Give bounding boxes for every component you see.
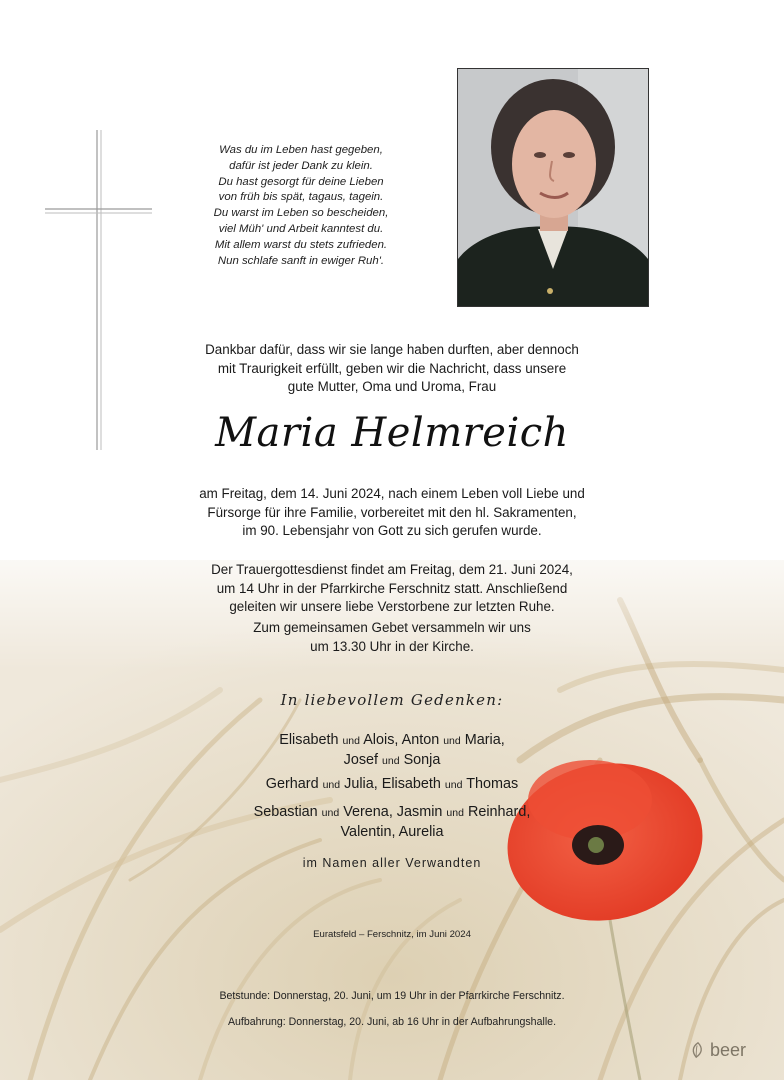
family-member: Thomas xyxy=(466,776,519,792)
remembrance-heading: In liebevollem Gedenken: xyxy=(280,691,504,709)
family-member: Josef xyxy=(343,752,379,768)
family-line xyxy=(0,823,784,842)
family-line xyxy=(0,803,784,823)
family-line xyxy=(0,731,784,751)
death-notice xyxy=(0,485,784,541)
death-line: Fürsorge für ihre Familie, vorbereitet mit den hl. Sakramenten, xyxy=(207,504,577,520)
service-line: Der Trauergottesdienst findet am Freitag, dem 21. Juni 2024, xyxy=(211,562,573,577)
prayer-line: Zum gemeinsamen Gebet versammeln wir uns xyxy=(253,620,531,635)
prayer-info xyxy=(0,619,784,656)
poem xyxy=(168,143,434,269)
poem-line: Du warst im Leben so bescheiden, xyxy=(213,207,389,220)
intro-line: mit Traurigkeit erfüllt, geben wir die Nachricht, dass unsere xyxy=(217,360,567,376)
poem-line: Was du im Leben hast gegeben, xyxy=(219,144,383,156)
funeral-home-logo xyxy=(689,1037,769,1063)
family-group-3 xyxy=(0,803,784,842)
portrait-photo xyxy=(457,68,649,307)
family-member: Maria, xyxy=(464,732,505,748)
logo-text: beer xyxy=(710,1039,747,1060)
place-date: Euratsfeld – Ferschnitz, im Juni 2024 xyxy=(313,929,471,940)
funeral-service-info xyxy=(0,561,784,617)
intro-line: Dankbar dafür, dass wir sie lange haben durften, aber dennoch xyxy=(205,342,579,357)
leaf-icon xyxy=(689,1041,707,1059)
family-member: Verena, Jasmin xyxy=(343,804,443,820)
intro-text xyxy=(0,341,784,397)
poem-line: Du hast gesorgt für deine Lieben xyxy=(218,175,384,188)
family-line xyxy=(0,751,784,771)
deceased-name: Maria Helmreich xyxy=(215,410,569,456)
intro-line: gute Mutter, Oma und Uroma, Frau xyxy=(287,379,497,394)
family-member: Julia, Elisabeth xyxy=(344,776,441,792)
family-member: Reinhard, xyxy=(467,804,531,820)
family-member: Elisabeth xyxy=(279,732,339,748)
poem-line: von früh bis spät, tagaus, tagein. xyxy=(218,191,384,204)
poem-line: Nun schlafe sanft in ewiger Ruh'. xyxy=(217,254,385,267)
poem-line: dafür ist jeder Dank zu klein. xyxy=(229,159,373,172)
service-line: um 14 Uhr in der Pfarrkirche Ferschnitz statt. Anschließend xyxy=(216,580,568,596)
family-member: Valentin, Aurelia xyxy=(340,824,444,840)
family-group-2 xyxy=(0,775,784,795)
family-member: Sonja xyxy=(403,752,441,768)
family-member: Alois, Anton xyxy=(363,732,440,748)
poem-line: viel Müh' und Arbeit kanntest du. xyxy=(218,222,384,235)
conjunction: und xyxy=(382,755,400,767)
vigil-info: Betstunde: Donnerstag, 20. Juni, um 19 Uhr in der Pfarrkirche Ferschnitz. xyxy=(219,990,565,1002)
family-member: Sebastian xyxy=(253,804,318,820)
cross-icon xyxy=(40,125,160,455)
death-line: am Freitag, dem 14. Juni 2024, nach einem Leben voll Liebe und xyxy=(199,486,585,501)
conjunction: und xyxy=(322,779,341,791)
family-member: Gerhard xyxy=(265,776,319,792)
poem-line: Mit allem warst du stets zufrieden. xyxy=(214,238,388,251)
relatives-line: im Namen aller Verwandten xyxy=(302,856,482,870)
conjunction: und xyxy=(444,779,463,791)
conjunction: und xyxy=(443,735,461,747)
family-group-1 xyxy=(0,731,784,771)
service-line: geleiten wir unsere liebe Verstorbene zur letzten Ruhe. xyxy=(229,599,555,614)
viewing-info: Aufbahrung: Donnerstag, 20. Juni, ab 16 Uhr in der Aufbahrungshalle. xyxy=(227,1016,557,1028)
conjunction: und xyxy=(342,735,360,747)
conjunction: und xyxy=(446,807,464,819)
death-line: im 90. Lebensjahr von Gott zu sich gerufen wurde. xyxy=(242,523,542,538)
prayer-line: um 13.30 Uhr in der Kirche. xyxy=(310,638,474,654)
conjunction: und xyxy=(321,807,340,819)
family-line xyxy=(0,775,784,795)
